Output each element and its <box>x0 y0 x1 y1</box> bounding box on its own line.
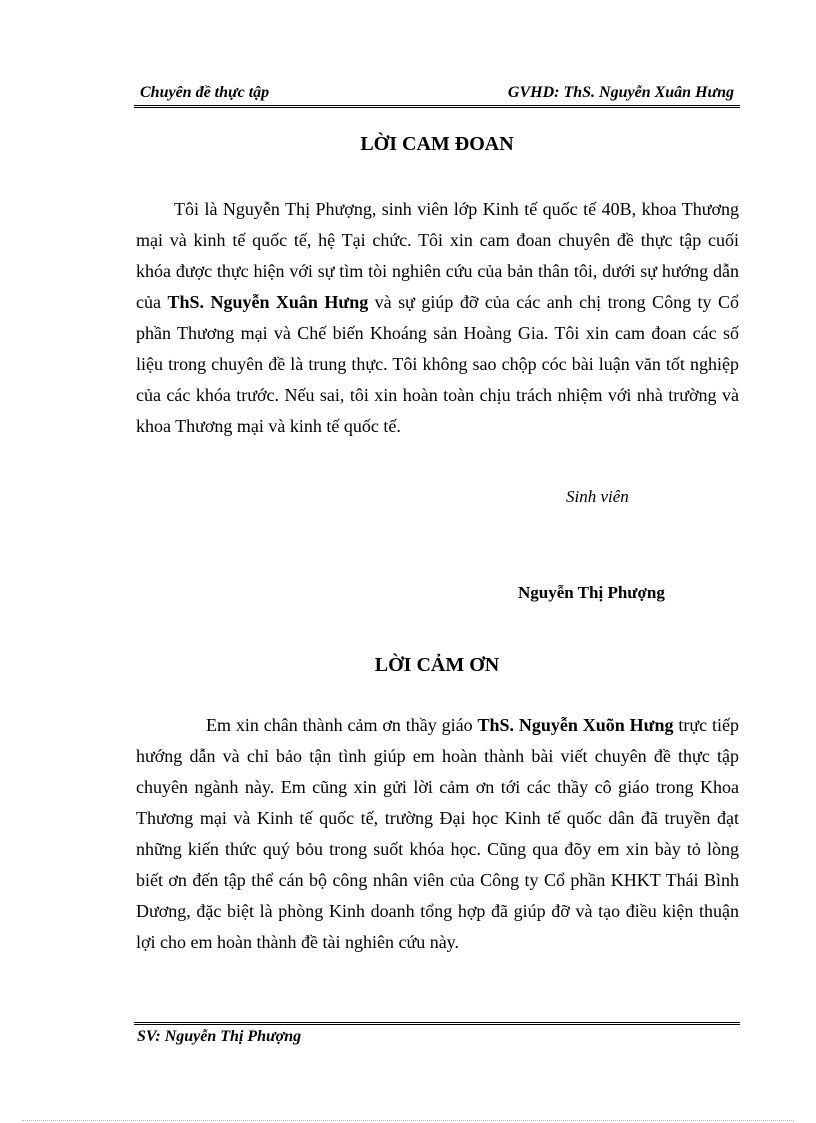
acknowledgement-supervisor-name: ThS. Nguyễn Xuõn Hưng <box>477 715 674 735</box>
page-header <box>134 82 740 106</box>
acknowledgement-paragraph <box>136 710 739 958</box>
declaration-text-2: và sự giúp đỡ của các anh chị trong Công ty Cổ phần Thương mại và Chế biến Khoáng sản Hoàng Gia. Tôi xin cam đoan các số liệu trong chuyên đề là trung thực. Tôi không sao chộp cóc bài luận văn tốt nghiệp của các khóa trước. Nếu sai, tôi xin hoàn toàn chịu trách nhiệm với nhà trường và khoa Thương mại và kinh tế quốc tế. <box>136 292 739 436</box>
page-footer: SV: Nguyễn Thị Phượng <box>137 1028 302 1045</box>
header-rule <box>134 105 740 108</box>
declaration-supervisor-name: ThS. Nguyễn Xuân Hưng <box>167 292 369 312</box>
signature-role: Sinh viên <box>566 487 629 506</box>
acknowledgement-text-1: Em xin chân thành cảm ơn thầy giáo <box>206 715 478 735</box>
header-doc-type: Chuyên đề thực tập <box>140 84 270 101</box>
declaration-paragraph <box>136 194 739 442</box>
acknowledgement-text-2: trực tiếp hướng dẫn và chỉ bảo tận tình giúp em hoàn thành bài viết chuyên đề thực tập chuyên ngành này. Em cũng xin gửi lời cảm ơn tới các thầy cô giáo trong Khoa Thương mại và Kinh tế quốc tế, trường Đại học Kinh tế quốc dân đã truyền đạt những kiến thức quý bỏu trong suốt khóa học. Cũng qua đõy em xin bày tỏ lòng biết ơn đến tập thể cán bộ công nhân viên của Công ty Cổ phần KHKT Thái Bình Dương, đặc biệt là phòng Kinh doanh tổng hợp đã giúp đỡ và tạo điều kiện thuận lợi cho em hoàn thành đề tài nghiên cứu này. <box>136 715 739 952</box>
signature-name: Nguyễn Thị Phượng <box>518 583 665 602</box>
page-edge-divider <box>22 1120 794 1121</box>
acknowledgement-title: LỜI CẢM ƠN <box>374 654 500 676</box>
declaration-text-1: Tôi là Nguyễn Thị Phượng, sinh viên lớp Kinh tế quốc tế 40B, khoa Thương mại và kinh tế quốc tế, hệ Tại chức. Tôi xin cam đoan chuyên đề thực tập cuối khóa được thực hiện với sự tìm tòi nghiên cứu của bản thân tôi, dưới sự hướng dẫn của <box>136 199 739 312</box>
footer-rule <box>134 1022 740 1025</box>
declaration-title: LỜI CAM ĐOAN <box>360 133 514 155</box>
header-supervisor: GVHD: ThS. Nguyễn Xuân Hưng <box>507 84 734 101</box>
